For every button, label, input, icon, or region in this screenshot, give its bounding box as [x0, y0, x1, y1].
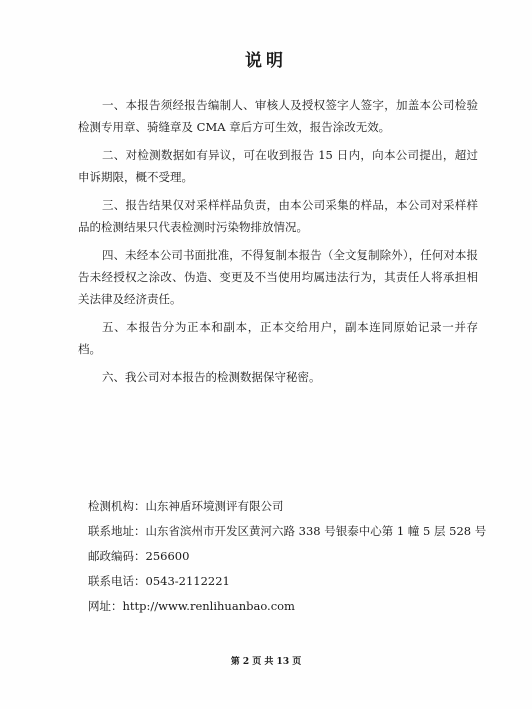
address-label: 联系地址：: [88, 524, 146, 538]
phone-value: 0543-2112221: [145, 574, 230, 588]
zip-label: 邮政编码：: [88, 549, 146, 563]
address-row: [88, 523, 508, 548]
phone-row: [88, 573, 508, 598]
statement-body: [78, 94, 478, 394]
paragraph-1: 一、本报告须经报告编制人、审核人及授权签字人签字，加盖本公司检验检测专用章、骑缝章及 CMA 章后方可生效，报告涂改无效。: [78, 98, 478, 134]
page-title: 说明: [245, 51, 287, 71]
website-value: http://www.renlihuanbao.com: [122, 599, 295, 613]
paragraph-6: 六、我公司对本报告的检测数据保守秘密。: [102, 370, 321, 384]
paragraph-4: 四、未经本公司书面批准，不得复制本报告（全文复制除外），任何对本报告未经授权之涂改、伪造、变更及不当使用均属违法行为，其责任人将承担相关法律及经济责任。: [78, 248, 478, 306]
paragraph-2: 二、对检测数据如有异议，可在收到报告 15 日内，向本公司提出，超过申诉期限，概不受理。: [78, 148, 478, 184]
website-label: 网址：: [88, 599, 123, 613]
org-value: 山东神盾环境测评有限公司: [145, 499, 284, 513]
org-row: [88, 498, 508, 523]
paragraph-3: 三、报告结果仅对采样样品负责，由本公司采集的样品，本公司对采样样品的检测结果只代表检测时污染物排放情况。: [78, 198, 478, 234]
phone-label: 联系电话：: [88, 574, 146, 588]
org-label: 检测机构：: [88, 499, 146, 513]
page-number: 第 2 页 共 13 页: [230, 657, 302, 667]
zip-value: 256600: [145, 549, 190, 563]
address-value: 山东省滨州市开发区黄河六路 338 号银泰中心第 1 幢 5 层 528 号: [145, 524, 487, 538]
website-row: [88, 598, 508, 623]
paragraph-5: 五、本报告分为正本和副本，正本交给用户，副本连同原始记录一并存档。: [78, 320, 478, 356]
zip-row: [88, 548, 508, 573]
contact-info: [88, 498, 508, 623]
